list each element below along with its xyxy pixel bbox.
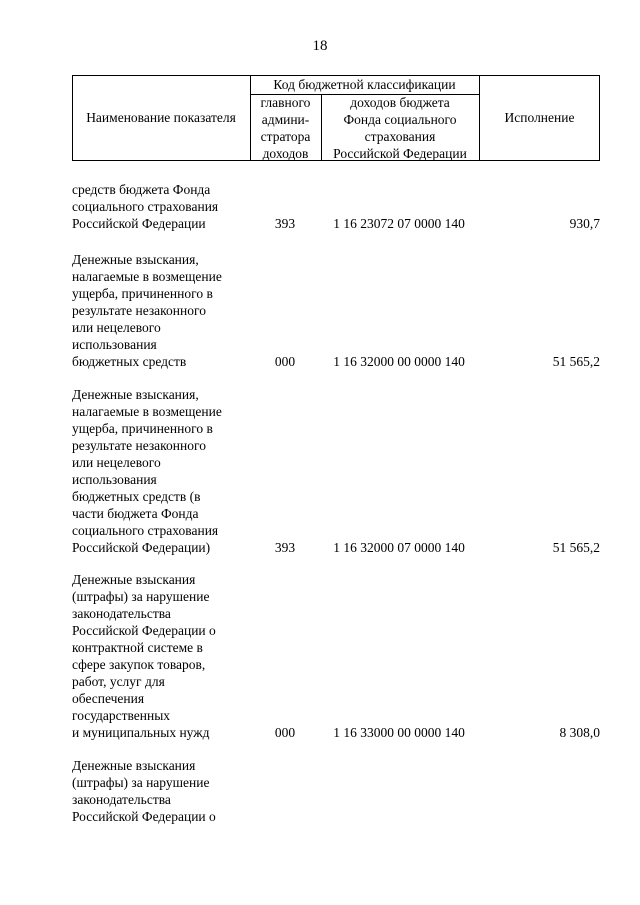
- row-name: Денежные взыскания, налагаемые в возмещение ущерба, причиненного в результате незаконного или нецелевого использования бюджетных средств: [72, 252, 222, 369]
- row-amount: 51 565,2: [552, 354, 600, 369]
- row-budget-code: 1 16 33000 00 0000 140: [333, 725, 465, 740]
- row-name: Денежные взыскания (штрафы) за нарушение законодательства Российской Федерации о контрактной системе в сфере закупок товаров, работ, услуг для обеспечения государственных и муниципальных нужд: [72, 572, 216, 740]
- table-row: [72, 251, 600, 370]
- row-amount: 930,7: [569, 216, 600, 231]
- header-amount: Исполнение: [504, 110, 575, 125]
- page-number: 18: [312, 38, 328, 54]
- row-budget-code: 1 16 23072 07 0000 140: [333, 216, 465, 231]
- row-budget-code: 1 16 32000 00 0000 140: [333, 354, 465, 369]
- header-income: доходов бюджета Фонда социального страхования Российской Федерации: [333, 95, 467, 161]
- row-name: Денежные взыскания, налагаемые в возмещение ущерба, причиненного в результате незаконного или нецелевого использования бюджетных средств (в части бюджета Фонда социального страхования Российской Федерации): [72, 387, 222, 555]
- row-admin-code: 000: [274, 354, 296, 369]
- header-code-group: Код бюджетной классификации: [273, 77, 456, 92]
- row-name: средств бюджета Фонда социального страхования Российской Федерации: [72, 182, 219, 231]
- row-amount: 8 308,0: [559, 725, 600, 740]
- table-row: [72, 571, 600, 741]
- row-admin-code: 393: [274, 540, 296, 555]
- header-admin: главного админи- стратора доходов: [260, 95, 311, 161]
- row-budget-code: 1 16 32000 07 0000 140: [333, 540, 465, 555]
- row-name: Денежные взыскания (штрафы) за нарушение законодательства Российской Федерации о: [72, 758, 216, 824]
- row-amount: 51 565,2: [552, 540, 600, 555]
- row-admin-code: 000: [274, 725, 296, 740]
- table-row: [72, 386, 600, 556]
- header-name: Наименование показателя: [86, 110, 236, 125]
- row-admin-code: 393: [274, 216, 296, 231]
- table-row: [72, 181, 600, 232]
- table-row: [72, 757, 600, 825]
- table-header: [72, 75, 600, 161]
